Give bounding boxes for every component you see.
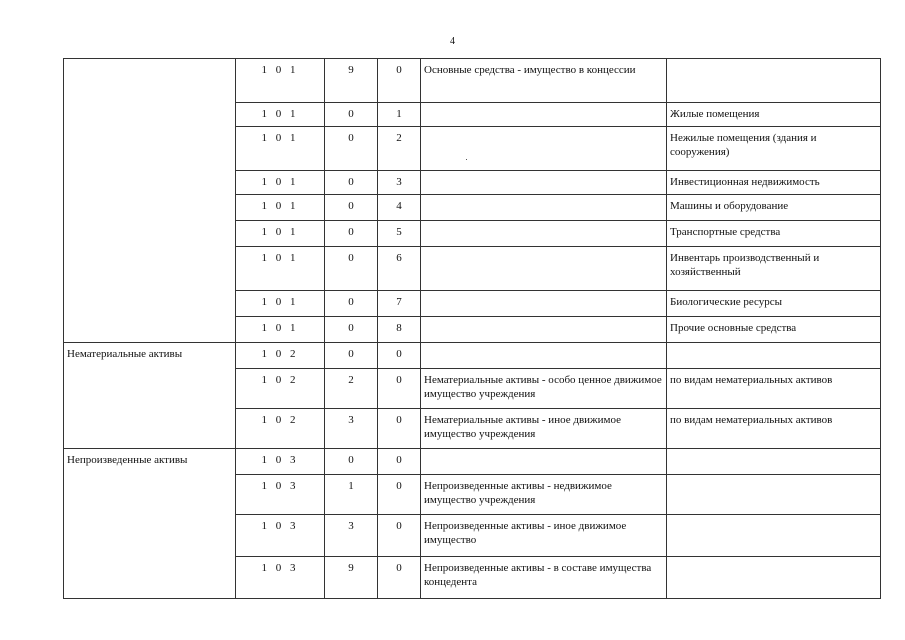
section-cell — [64, 247, 236, 291]
analytics-cell: Жилые помещения — [667, 103, 881, 127]
table-row — [64, 475, 881, 515]
analytics-cell: Биологические ресурсы — [667, 291, 881, 317]
section-cell — [64, 317, 236, 343]
analytics-cell — [667, 515, 881, 557]
table-row — [64, 291, 881, 317]
account-number-cell: 1 0 3 — [236, 557, 325, 599]
group-code-cell: 0 — [325, 221, 378, 247]
table-row — [64, 557, 881, 599]
kind-code-cell: 3 — [378, 171, 421, 195]
group-code-cell: 0 — [325, 127, 378, 171]
page-number: 4 — [450, 36, 455, 47]
kind-code-cell: 0 — [378, 557, 421, 599]
account-name-cell: Основные средства - имущество в концессии — [421, 59, 667, 103]
group-code-cell: 3 — [325, 515, 378, 557]
account-number-cell: 1 0 3 — [236, 449, 325, 475]
account-number-cell: 1 0 1 — [236, 59, 325, 103]
group-code-cell: 0 — [325, 103, 378, 127]
section-cell — [64, 475, 236, 515]
account-name-cell: Нематериальные активы - иное движимое имущество учреждения — [421, 409, 667, 449]
analytics-cell — [667, 475, 881, 515]
account-name-cell — [421, 195, 667, 221]
kind-code-cell: 0 — [378, 369, 421, 409]
kind-code-cell: 0 — [378, 343, 421, 369]
group-code-cell: 2 — [325, 369, 378, 409]
group-code-cell: 0 — [325, 343, 378, 369]
analytics-cell: Нежилые помещения (здания и сооружения) — [667, 127, 881, 171]
account-name-cell — [421, 343, 667, 369]
account-number-cell: 1 0 3 — [236, 475, 325, 515]
section-cell — [64, 369, 236, 409]
section-cell — [64, 127, 236, 171]
group-code-cell: 0 — [325, 171, 378, 195]
section-cell — [64, 59, 236, 103]
group-code-cell: 0 — [325, 247, 378, 291]
table-row — [64, 221, 881, 247]
kind-code-cell: 1 — [378, 103, 421, 127]
kind-code-cell: 0 — [378, 475, 421, 515]
kind-code-cell: 0 — [378, 59, 421, 103]
account-name-cell — [421, 247, 667, 291]
table-body — [64, 59, 881, 599]
section-cell — [64, 195, 236, 221]
analytics-cell — [667, 449, 881, 475]
kind-code-cell: 8 — [378, 317, 421, 343]
account-number-cell: 1 0 2 — [236, 343, 325, 369]
kind-code-cell: 0 — [378, 409, 421, 449]
analytics-cell — [667, 343, 881, 369]
account-number-cell: 1 0 3 — [236, 515, 325, 557]
group-code-cell: 3 — [325, 409, 378, 449]
group-code-cell: 0 — [325, 317, 378, 343]
account-number-cell: 1 0 1 — [236, 291, 325, 317]
analytics-cell: по видам нематериальных активов — [667, 369, 881, 409]
table-row — [64, 247, 881, 291]
account-number-cell: 1 0 1 — [236, 317, 325, 343]
kind-code-cell: 6 — [378, 247, 421, 291]
account-number-cell: 1 0 1 — [236, 195, 325, 221]
kind-code-cell: 5 — [378, 221, 421, 247]
analytics-cell: Прочие основные средства — [667, 317, 881, 343]
kind-code-cell: 2 — [378, 127, 421, 171]
kind-code-cell: 0 — [378, 515, 421, 557]
analytics-cell: Инвентарь производственный и хозяйственный — [667, 247, 881, 291]
table-row — [64, 409, 881, 449]
group-code-cell: 9 — [325, 557, 378, 599]
section-cell — [64, 409, 236, 449]
section-cell: Непроизведенные активы — [64, 449, 236, 475]
group-code-cell: 0 — [325, 195, 378, 221]
table-row — [64, 343, 881, 369]
account-number-cell: 1 0 1 — [236, 103, 325, 127]
account-number-cell: 1 0 1 — [236, 247, 325, 291]
account-number-cell: 1 0 2 — [236, 409, 325, 449]
account-name-cell — [421, 127, 667, 171]
analytics-cell: Машины и оборудование — [667, 195, 881, 221]
table-row — [64, 369, 881, 409]
account-name-cell — [421, 171, 667, 195]
table-row — [64, 59, 881, 103]
account-number-cell: 1 0 1 — [236, 221, 325, 247]
account-name-cell — [421, 103, 667, 127]
section-cell — [64, 515, 236, 557]
group-code-cell: 0 — [325, 291, 378, 317]
analytics-cell: Инвестиционная недвижимость — [667, 171, 881, 195]
table-row — [64, 195, 881, 221]
section-cell: Нематериальные активы — [64, 343, 236, 369]
table-row — [64, 449, 881, 475]
account-name-cell — [421, 449, 667, 475]
group-code-cell: 9 — [325, 59, 378, 103]
section-cell — [64, 557, 236, 599]
account-number-cell: 1 0 1 — [236, 127, 325, 171]
section-cell — [64, 171, 236, 195]
kind-code-cell: 0 — [378, 449, 421, 475]
chart-of-accounts-table — [63, 58, 881, 599]
account-name-cell: Непроизведенные активы - иное движимое имущество — [421, 515, 667, 557]
account-name-cell: Непроизведенные активы - в составе имущества концедента — [421, 557, 667, 599]
account-name-cell: Непроизведенные активы - недвижимое имущество учреждения — [421, 475, 667, 515]
account-name-cell — [421, 291, 667, 317]
section-cell — [64, 103, 236, 127]
section-cell — [64, 291, 236, 317]
group-code-cell: 1 — [325, 475, 378, 515]
analytics-cell: Транспортные средства — [667, 221, 881, 247]
table-row — [64, 515, 881, 557]
table-row — [64, 317, 881, 343]
kind-code-cell: 7 — [378, 291, 421, 317]
account-number-cell: 1 0 1 — [236, 171, 325, 195]
table-row — [64, 171, 881, 195]
analytics-cell: по видам нематериальных активов — [667, 409, 881, 449]
scan-speck — [466, 159, 467, 160]
kind-code-cell: 4 — [378, 195, 421, 221]
table-row — [64, 127, 881, 171]
analytics-cell — [667, 557, 881, 599]
account-name-cell — [421, 221, 667, 247]
account-name-cell: Нематериальные активы - особо ценное движимое имущество учреждения — [421, 369, 667, 409]
group-code-cell: 0 — [325, 449, 378, 475]
account-number-cell: 1 0 2 — [236, 369, 325, 409]
analytics-cell — [667, 59, 881, 103]
account-name-cell — [421, 317, 667, 343]
section-cell — [64, 221, 236, 247]
table-row — [64, 103, 881, 127]
